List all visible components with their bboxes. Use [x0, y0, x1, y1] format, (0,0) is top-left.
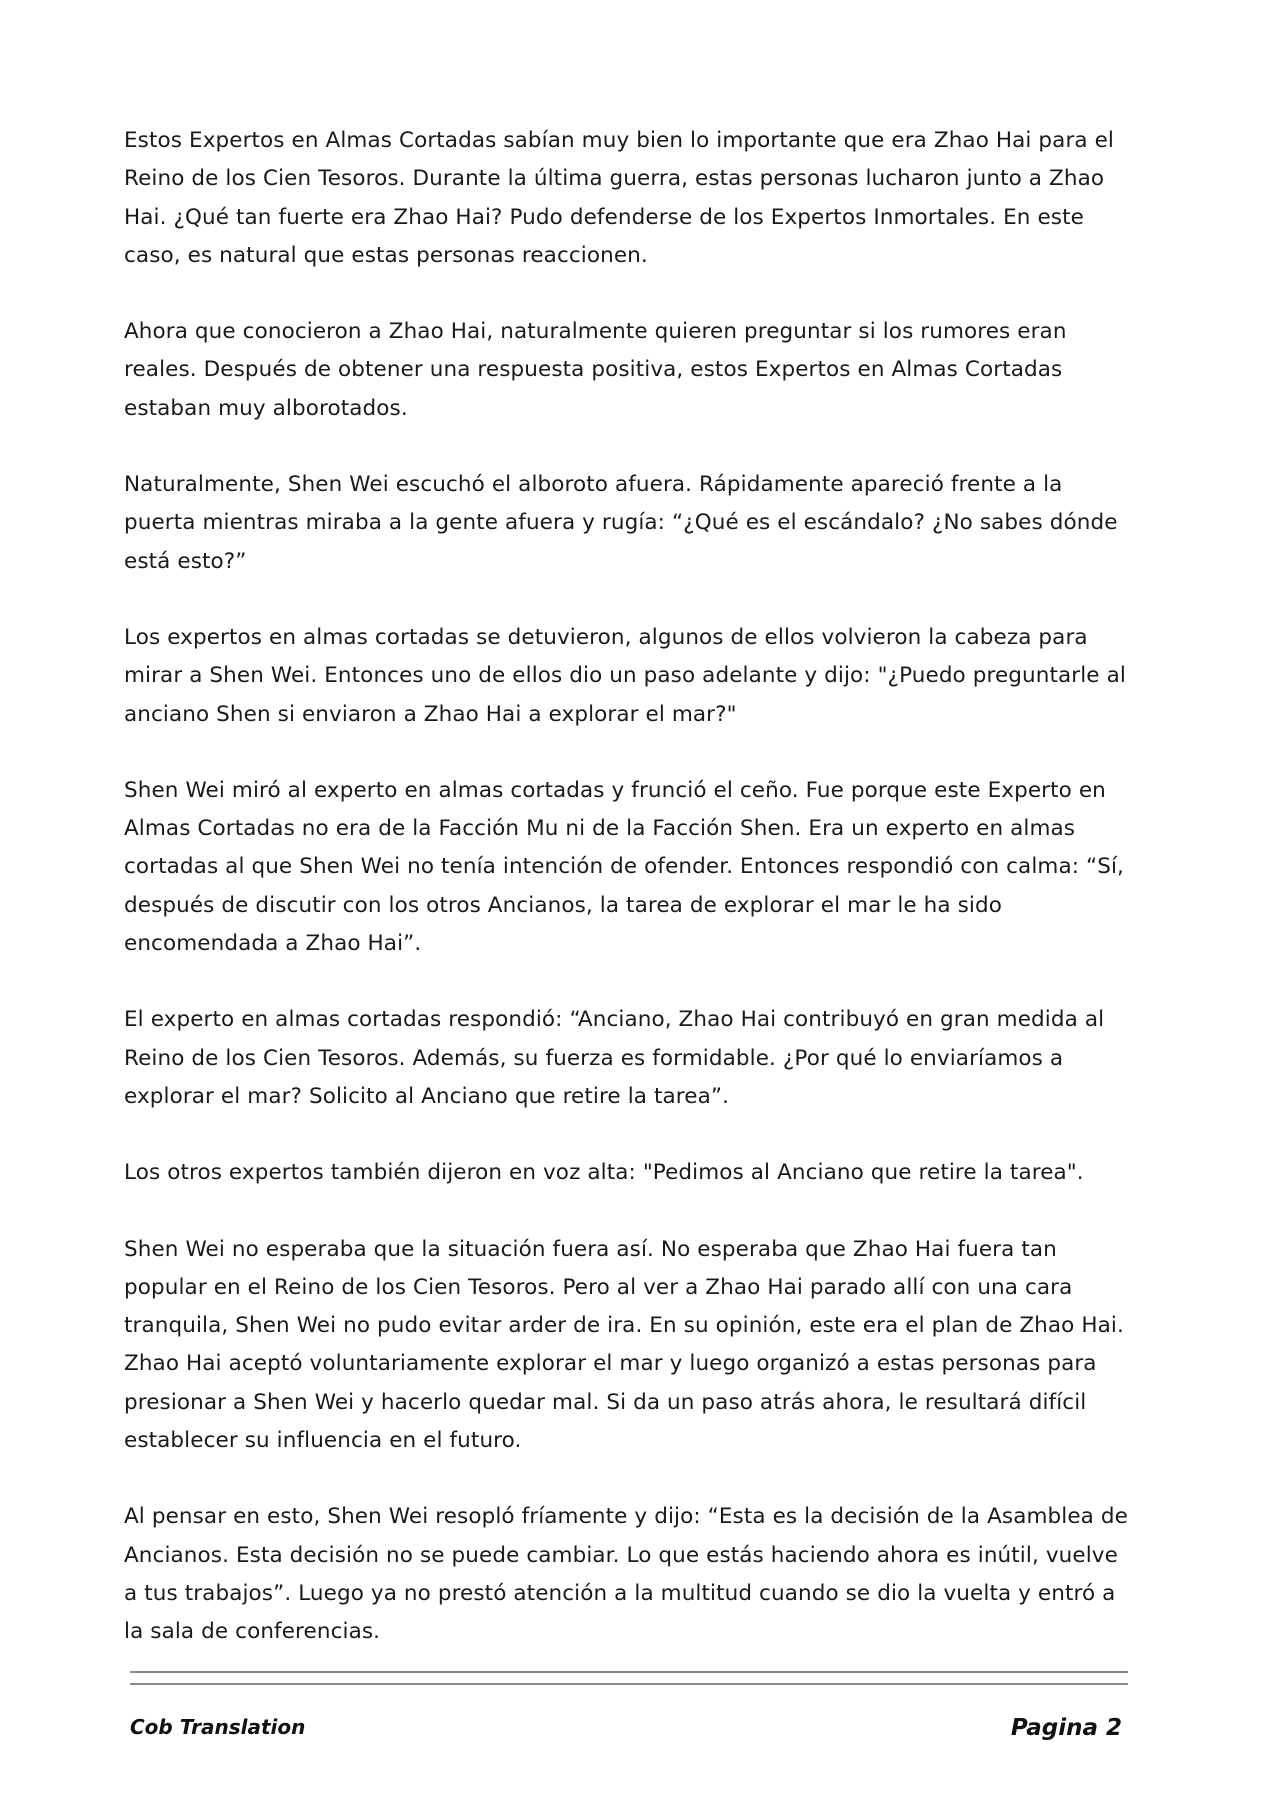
footer-translator-credit: Cob Translation [130, 1715, 306, 1739]
document-body [124, 122, 1134, 1690]
paragraph: El experto en almas cortadas respondió: “Anciano, Zhao Hai contribuyó en gran medida al Reino de los Cien Tesoros. Además, su fuerza es formidable. ¿Por qué lo enviaríamos a explorar el mar? Solicito al Anciano que retire la tarea”. [124, 1007, 1105, 1109]
paragraph: Los expertos en almas cortadas se detuvieron, algunos de ellos volvieron la cabeza para mirar a Shen Wei. Entonces uno de ellos dio un paso adelante y dijo: "¿Puedo preguntarle al anciano Shen si enviaron a Zhao Hai a explorar el mar?" [124, 624, 1126, 727]
footer-divider [130, 1683, 1128, 1685]
paragraph: Al pensar en esto, Shen Wei resopló fríamente y dijo: “Esta es la decisión de la Asamblea de Ancianos. Esta decisión no se puede cambiar. Lo que estás haciendo ahora es inútil, vuelve a tus trabajos”. Luego ya no prestó atención a la multitud cuando se dio la vuelta y entró a la sala de conferencias. [124, 1504, 1128, 1645]
paragraph: Estos Expertos en Almas Cortadas sabían muy bien lo importante que era Zhao Hai para el Reino de los Cien Tesoros. Durante la última guerra, estas personas lucharon junto a Zhao Hai. ¿Qué tan fuerte era Zhao Hai? Pudo defenderse de los Expertos Inmortales. En este caso, es natural que estas personas reaccionen. [124, 128, 1115, 268]
paragraph: Naturalmente, Shen Wei escuchó el alboroto afuera. Rápidamente apareció frente a la puerta mientras miraba a la gente afuera y rugía: “¿Qué es el escándalo? ¿No sabes dónde está esto?” [124, 472, 1118, 574]
footer-divider [130, 1671, 1128, 1673]
paragraph: Ahora que conocieron a Zhao Hai, naturalmente quieren preguntar si los rumores eran reales. Después de obtener una respuesta positiva, estos Expertos en Almas Cortadas estaban muy alborotados. [124, 319, 1067, 421]
paragraph: Shen Wei miró al experto en almas cortadas y frunció el ceño. Fue porque este Experto en Almas Cortadas no era de la Facción Mu ni de la Facción Shen. Era un experto en almas cortadas al que Shen Wei no tenía intención de ofender. Entonces respondió con calma: “Sí, después de discutir con los otros Ancianos, la tarea de explorar el mar le ha sido encomendada a Zhao Hai”. [124, 777, 1124, 957]
paragraph: Shen Wei no esperaba que la situación fuera así. No esperaba que Zhao Hai fuera tan popular en el Reino de los Cien Tesoros. Pero al ver a Zhao Hai parado allí con una cara tranquila, Shen Wei no pudo evitar arder de ira. En su opinión, este era el plan de Zhao Hai. Zhao Hai aceptó voluntariamente explorar el mar y luego organizó a estas personas para presionar a Shen Wei y hacerlo quedar mal. Si da un paso atrás ahora, le resultará difícil establecer su influencia en el futuro. [124, 1236, 1124, 1454]
paragraph: Los otros expertos también dijeron en voz alta: "Pedimos al Anciano que retire la tarea". [124, 1160, 1084, 1186]
footer-page-number: Pagina 2 [1010, 1715, 1122, 1741]
